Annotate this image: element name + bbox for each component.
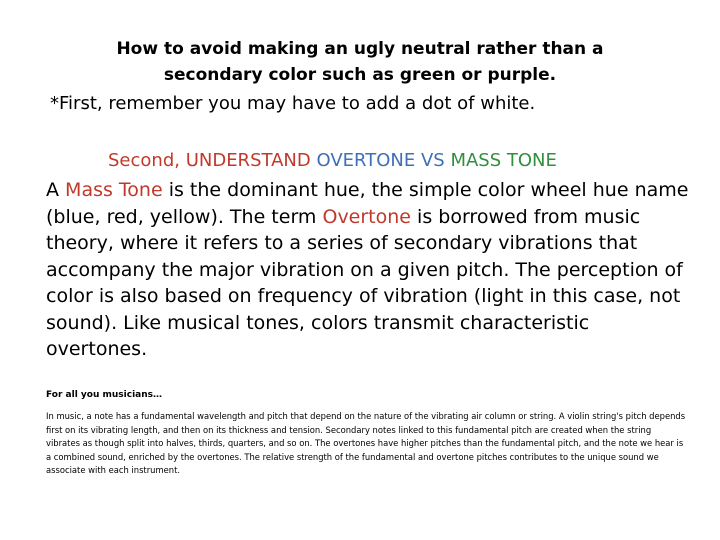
paragraph-part-3: is borrowed from music theory, where it refers to a series of secondary vibrations that accompany the major vibration on a given pitch. The perception of color is also based on frequency of vibration (light in this case, not sound). Like musical tones, colors transmit characteristic overtones. <box>46 205 683 360</box>
understand-word: UNDERSTAND <box>185 150 311 171</box>
overtone-term: Overtone <box>322 205 411 228</box>
paragraph-part-2: is the dominant hue, the simple color wheel hue name (blue, red, yellow). The term <box>46 179 689 228</box>
second-heading <box>108 149 708 173</box>
definition-paragraph <box>46 177 696 363</box>
musicians-text: In music, a note has a fundamental wavelength and pitch that depend on the nature of the vibrating air column or string. A violin string's pitch depends first on its vibrating length, and then on its thickness and tension. Secondary notes linked to this fundamental pitch are created when the string vibrates as though split into halves, thirds, quarters, and so on. The overtones have higher pitches than the fundamental pitch, and the note we hear is a combined sound, enriched by the overtones. The relative strength of the fundamental and overtone pitches contributes to the unique sound we associate with each instrument. <box>46 411 686 475</box>
vs-word: VS <box>420 150 445 171</box>
mass-tone-word: MASS TONE <box>450 150 557 171</box>
first-note: *First, remember you may have to add a dot of white. <box>50 93 536 114</box>
overtone-word: OVERTONE <box>316 150 416 171</box>
paragraph-part-1: A <box>46 179 66 201</box>
slide-title: How to avoid making an ugly neutral rather than a secondary color such as green or purple. <box>116 39 604 85</box>
mass-tone-term: Mass Tone <box>65 179 163 201</box>
second-prefix: Second, <box>108 150 186 171</box>
musicians-heading: For all you musicians… <box>46 390 162 400</box>
